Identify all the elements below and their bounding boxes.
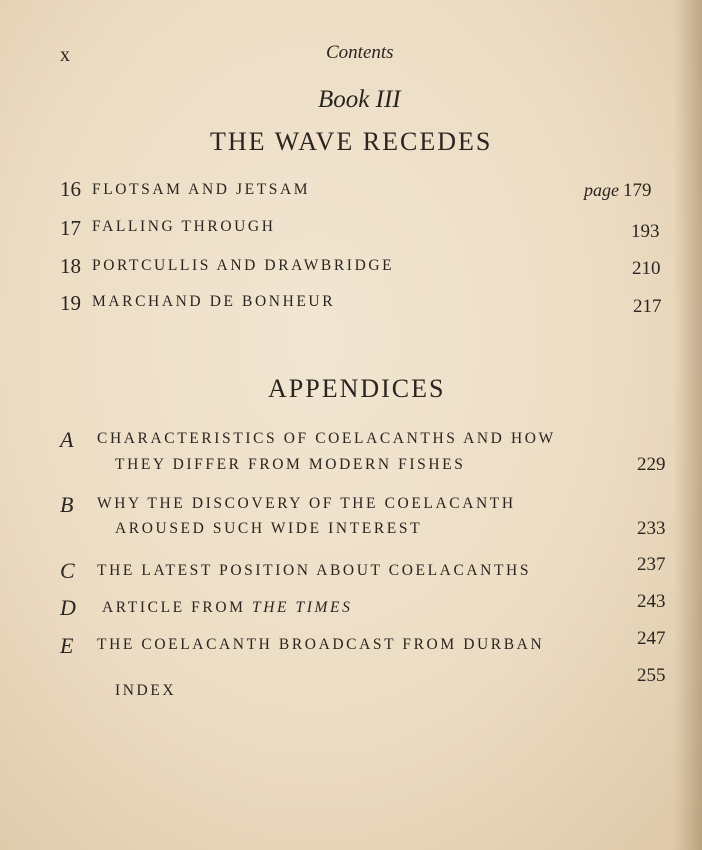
chapter-page-entry: [584, 180, 652, 202]
appendix-letter: B: [60, 492, 74, 517]
appendix-letter: E: [60, 633, 74, 658]
appendix-title: [102, 599, 352, 617]
chapter-page: 193: [631, 221, 660, 242]
appendix-title-italic: THE TIMES: [252, 599, 353, 616]
appendix-title-continued: THEY DIFFER FROM MODERN FISHES: [115, 456, 466, 473]
chapter-title: MARCHAND DE BONHEUR: [92, 293, 336, 310]
page-word: page: [584, 180, 619, 200]
appendix-letter: A: [60, 427, 74, 452]
chapter-page: 179: [623, 180, 652, 201]
appendix-page: 229: [637, 454, 666, 475]
index-label: INDEX: [115, 682, 177, 699]
index-page: 255: [637, 665, 666, 686]
appendix-title: THE LATEST POSITION ABOUT COELACANTHS: [97, 562, 532, 579]
appendix-title: THE COELACANTH BROADCAST FROM DURBAN: [97, 636, 545, 653]
appendix-title: CHARACTERISTICS OF COELACANTHS AND HOW: [97, 430, 556, 447]
appendix-page: 243: [637, 591, 666, 612]
chapter-title: PORTCULLIS AND DRAWBRIDGE: [92, 257, 395, 274]
chapter-page: 217: [633, 296, 662, 317]
appendix-letter: C: [60, 558, 75, 583]
book-title: THE WAVE RECEDES: [210, 127, 493, 156]
appendix-title-continued: AROUSED SUCH WIDE INTEREST: [115, 520, 423, 537]
book-label: Book III: [318, 86, 401, 113]
appendices-heading: APPENDICES: [268, 374, 446, 403]
chapter-number: 19: [60, 291, 81, 315]
page-number: x: [60, 44, 71, 66]
appendix-page: 237: [637, 554, 666, 575]
appendix-page: 247: [637, 628, 666, 649]
chapter-title: FALLING THROUGH: [92, 218, 276, 235]
chapter-number: 17: [60, 216, 81, 240]
appendix-page: 233: [637, 518, 666, 539]
chapter-number: 16: [60, 177, 81, 201]
page-edge-shadow: [674, 0, 702, 850]
chapter-number: 18: [60, 254, 81, 278]
chapter-page: 210: [632, 258, 661, 279]
chapter-title: FLOTSAM AND JETSAM: [92, 181, 311, 198]
running-title: Contents: [326, 42, 394, 63]
appendix-title: WHY THE DISCOVERY OF THE COELACANTH: [97, 495, 516, 512]
appendix-letter: D: [60, 595, 76, 620]
appendix-title-text: ARTICLE FROM: [102, 599, 252, 616]
